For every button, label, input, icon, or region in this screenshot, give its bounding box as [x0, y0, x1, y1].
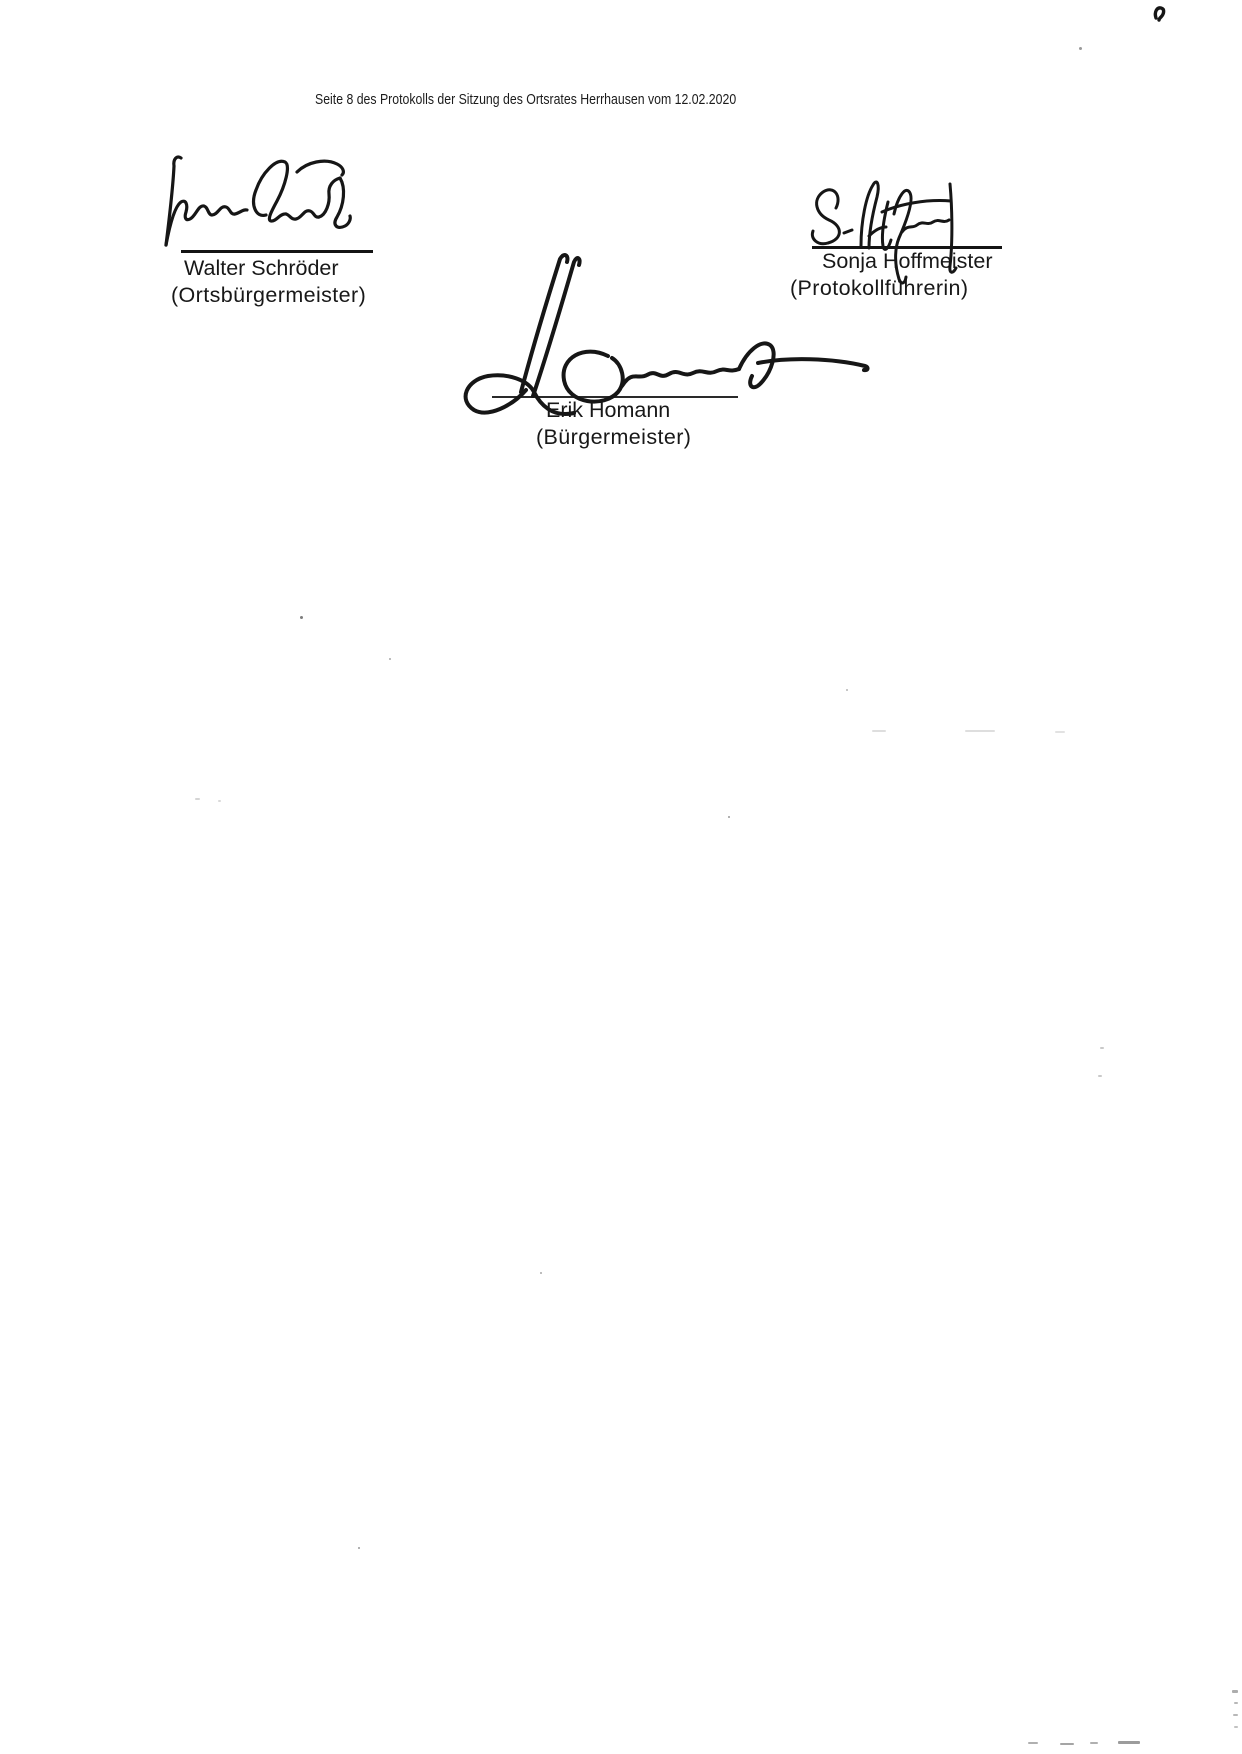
scan-artifact	[872, 730, 886, 732]
scan-artifact	[1232, 1690, 1238, 1693]
signer-name: Erik Homann	[546, 398, 671, 422]
scan-artifact	[300, 616, 303, 619]
scan-artifact	[1090, 1742, 1098, 1744]
scan-artifact	[1233, 1714, 1238, 1716]
scan-artifact	[1234, 1702, 1238, 1704]
scan-artifact	[195, 798, 200, 800]
scan-artifact	[1098, 1075, 1102, 1077]
scan-artifact	[1118, 1741, 1140, 1744]
signature-line	[181, 250, 373, 253]
scan-artifact	[389, 658, 391, 660]
scan-artifact	[1055, 731, 1065, 733]
scan-artifact	[1060, 1743, 1074, 1745]
scan-artifact	[358, 1547, 360, 1549]
signer-role: (Protokollführerin)	[790, 276, 969, 300]
handwritten-signature-walter-schroeder	[150, 145, 380, 260]
scan-artifact	[728, 816, 730, 818]
signer-name: Sonja Hoffmeister	[822, 249, 993, 273]
scan-artifact	[965, 730, 995, 732]
scan-artifact	[1100, 1047, 1104, 1049]
scan-artifact	[1079, 47, 1082, 50]
scan-artifact	[846, 689, 848, 691]
signer-role: (Ortsbürgermeister)	[171, 283, 367, 307]
signer-name: Walter Schröder	[184, 256, 339, 280]
scan-artifact	[1234, 1726, 1238, 1728]
page-header-line: Seite 8 des Protokolls der Sitzung des Ortsrates Herrhausen vom 12.02.2020	[315, 91, 737, 108]
scan-artifact	[218, 800, 221, 802]
scan-artifact	[540, 1272, 542, 1274]
signer-role: (Bürgermeister)	[536, 425, 692, 449]
scan-artifact	[1028, 1742, 1038, 1744]
scan-artifact	[1152, 5, 1168, 23]
